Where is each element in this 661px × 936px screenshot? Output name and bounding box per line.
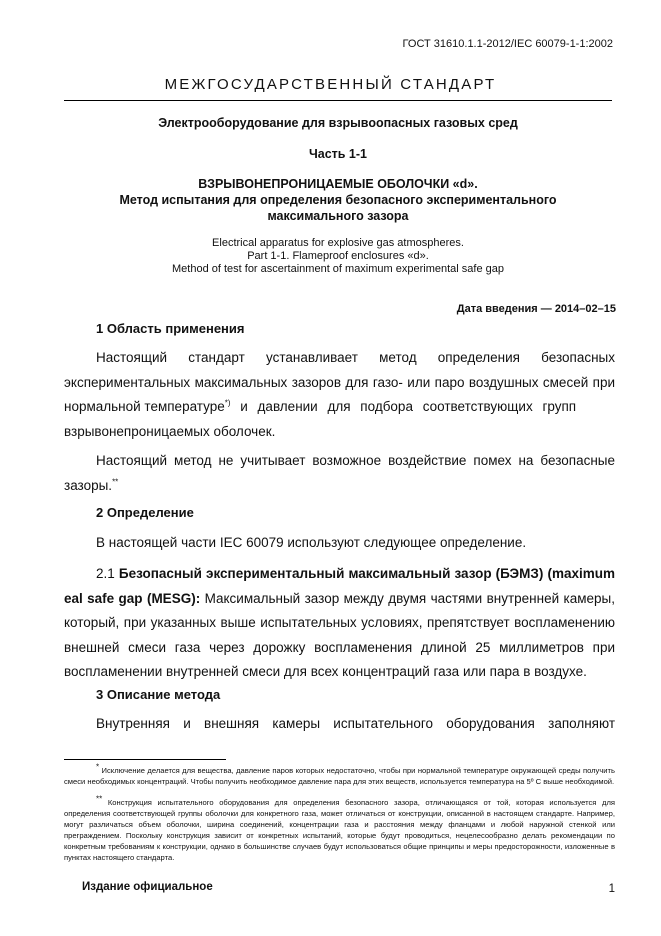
subtitle-line-3: максимального зазора [267,209,409,223]
text-line: Настоящий стандарт устанавливает метод определения безопасных [96,350,615,365]
footnote-ref-1[interactable]: *) [224,398,231,408]
header-divider [64,100,612,101]
text-line: зазоры.** [64,477,119,493]
section-1-paragraph-2 [64,449,615,498]
section-2-paragraph-1 [64,531,615,556]
document-reference: ГОСТ 31610.1.1-2012/IEC 60079-1-1:2002 [402,38,613,50]
footnote-divider [64,759,226,760]
footnote-2-mark: ** [96,794,103,804]
text-line: 2.1 Безопасный экспериментальный максимальный зазор (БЭМЗ) (maximum [96,566,615,581]
footnote-1: * Исключение делается для вещества, давление паров которых недостаточно, чтобы при нормальной температуре окружающей среды получить смеси необходимых концентраций. Чтобы получить необходимое давление пара для этих веществ, используется температура на 5º С выше необходимой. [64,762,615,786]
text-line: В настоящей части IEC 60079 используют следующее определение. [96,535,527,550]
footnote-ref-2[interactable]: ** [112,477,119,486]
text-line: Настоящий метод не учитывает возможное воздействие помех на безопасные [96,453,615,468]
english-title [64,237,612,276]
text-line: который, при указанных выше испытательных условиях, препятствует воспламенению [64,615,615,630]
text-line: нормальной температуре*) и давлении для подбора соответствующих групп [64,398,577,414]
document-subtitle [64,176,612,224]
document-title: Электрооборудование для взрывоопасных газовых сред [158,116,518,130]
english-title-line-1: Electrical apparatus for explosive gas atmospheres. [212,237,464,249]
introduction-date: Дата введения — 2014–02–15 [456,303,616,315]
standard-type-heading: МЕЖГОСУДАРСТВЕННЫЙ СТАНДАРТ [164,76,497,93]
text-line: Внутренняя и внешняя камеры испытательного оборудования заполняют [96,716,615,731]
text-line: внешней смеси газа через дорожку воспламенения длиной 25 миллиметров при [64,639,615,655]
english-title-line-2: Part 1-1. Flameproof enclosures «d». [247,250,429,262]
footnote-2: ** Конструкция испытательного оборудования для определения безопасного зазора, отличающаяся от той, которая используется для определения соответствующей группы оболочки для конкретного газа, может отличаться от конструкции, описанной в настоящем стандарте. Например, могут различаться объем оболочки, ширина соединений, концентрации газа и расстояния между фланцами и любой наружной стенкой или преграждением. Поскольку конструкция зависит от конкретных испытаний, которые будут проводиться, нецелесообразно делать рекомендации по конкретным требованиям к конструкции, однако в большинстве случаев будут использоваться общие принципы и меры предосторожности, изложенные в пунктах настоящего стандарта. [64,794,615,862]
part-label: Часть 1-1 [308,147,368,161]
english-title-line-3: Method of test for ascertainment of maximum experimental safe gap [172,263,504,275]
section-1-paragraph-1 [64,346,615,444]
page-number: 1 [608,883,615,895]
section-2-heading: 2 Определение [96,505,194,520]
footnote-1-mark: * [96,762,100,772]
definition-term: Безопасный экспериментальный максимальный зазор (БЭМЗ) (maximum [118,566,615,581]
section-1-heading: 1 Область применения [96,321,245,336]
definition-term-cont: eal safe gap (MESG): [64,590,201,606]
definition-2-1 [64,562,615,685]
section-3-paragraph-1 [64,712,615,737]
subtitle-line-2: Метод испытания для определения безопасного экспериментального [119,193,557,207]
text-line: экспериментальных максимальных зазоров для газо- или паро воздушных смесей при [64,374,615,390]
text-line: eal safe gap (MESG): Максимальный зазор между двумя частями внутренней камеры, [64,590,615,606]
subtitle-line-1: ВЗРЫВОНЕПРОНИЦАЕМЫЕ ОБОЛОЧКИ «d». [198,177,478,191]
text-line: взрывонепроницаемых оболочек. [64,423,276,439]
edition-label: Издание официальное [82,881,213,893]
text-line: воспламенении внутренней смеси для всех концентраций газа или пара в воздухе. [64,664,587,679]
section-3-heading: 3 Описание метода [96,687,221,702]
